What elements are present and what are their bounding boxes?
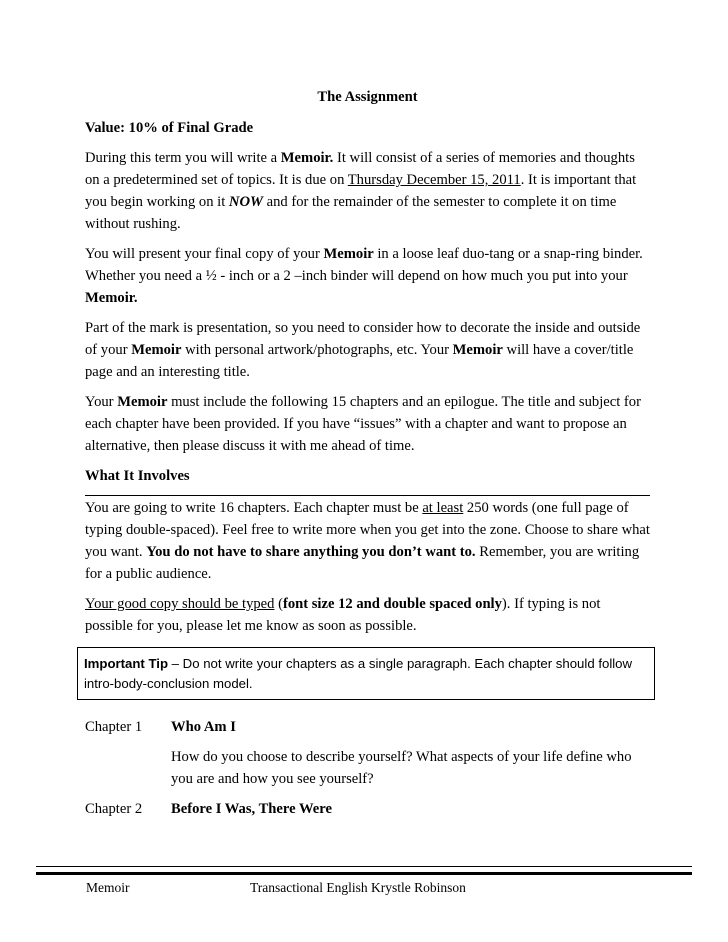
chapter-list xyxy=(85,716,650,820)
chapter-description: How do you choose to describe yourself? What aspects of your life define who you are and how you see yourself? xyxy=(171,749,632,787)
chapter-title: Who Am I xyxy=(171,719,236,735)
text: will have a cover/title page and an interesting title. xyxy=(85,342,634,380)
memoir-bold: Memoir xyxy=(452,342,503,358)
text: in a loose leaf duo-tang or a snap-ring binder. Whether you need a ½ - inch or a 2 –inch binder will depend on how much you put into your xyxy=(85,246,643,284)
chapter-title: Before I Was, There Were xyxy=(171,801,332,817)
chapter-number: Chapter 2 xyxy=(85,801,143,817)
text: During this term you will write a xyxy=(85,150,281,166)
footer-rule-thick xyxy=(36,872,692,875)
text: with personal artwork/photographs, etc. Your xyxy=(181,342,453,358)
value-line: Value: 10% of Final Grade xyxy=(85,120,254,136)
paragraph-binder xyxy=(85,243,650,309)
text: ). If typing is not possible for you, please let me know as soon as possible. xyxy=(85,596,601,634)
share-bold: You do not have to share anything you don’t want to. xyxy=(146,544,476,560)
text: 250 words (one full page of typing double-spaced). Feel free to write more when you get into the zone. Choose to share what you want. xyxy=(85,500,650,560)
memoir-bold: Memoir. xyxy=(280,150,334,166)
paragraph-involves xyxy=(85,497,650,585)
footer-center: Transactional English Krystle Robinson xyxy=(250,880,466,895)
text: Part of the mark is presentation, so you need to consider how to decorate the inside and outside of your xyxy=(85,320,641,358)
text: Remember, you are writing for a public audience. xyxy=(85,544,640,582)
page-title: The Assignment xyxy=(317,89,418,105)
section-heading: What It Involves xyxy=(85,468,190,484)
text: must include the following 15 chapters and an epilogue. The title and subject for each chapter have been provided. If you have “issues” with a chapter and want to propose an alternative, then please discuss it with me ahead of time. xyxy=(85,394,641,454)
memoir-bold: Memoir xyxy=(117,394,168,410)
text: Your xyxy=(85,394,118,410)
memoir-bold: Memoir. xyxy=(85,290,138,306)
memoir-bold: Memoir xyxy=(323,246,374,262)
important-tip-box xyxy=(77,647,655,700)
paragraph-presentation xyxy=(85,317,650,383)
tip-label: Important Tip xyxy=(84,656,169,671)
due-date: Thursday December 15, 2011 xyxy=(347,172,521,188)
text: It will consist of a series of memories and thoughts on a predetermined set of topics. It is due on xyxy=(85,150,635,188)
text: You are going to write 16 chapters. Each chapter must be xyxy=(85,500,423,516)
text: ( xyxy=(274,596,283,612)
now-emphasis: NOW xyxy=(228,194,263,210)
tip-text: – Do not write your chapters as a single paragraph. Each chapter should follow intro-body-conclusion model. xyxy=(84,656,633,691)
at-least-underlined: at least xyxy=(422,500,464,516)
memoir-bold: Memoir xyxy=(131,342,182,358)
footer-rule-thin xyxy=(36,866,692,867)
chapter-row xyxy=(85,716,650,738)
typed-underlined: Your good copy should be typed xyxy=(85,596,275,612)
chapter-row xyxy=(85,798,650,820)
font-size-bold: font size 12 and double spaced only xyxy=(282,596,502,612)
section-rule xyxy=(85,495,650,496)
footer-left: Memoir xyxy=(86,880,130,895)
page-content xyxy=(85,86,650,828)
paragraph-typing xyxy=(85,593,650,637)
paragraph-intro xyxy=(85,147,650,235)
paragraph-chapters xyxy=(85,391,650,457)
text: and for the remainder of the semester to complete it on time without rushing. xyxy=(85,194,617,232)
text: . It is important that you begin working on it xyxy=(85,172,637,210)
chapter-number: Chapter 1 xyxy=(85,719,143,735)
text: You will present your final copy of your xyxy=(85,246,324,262)
